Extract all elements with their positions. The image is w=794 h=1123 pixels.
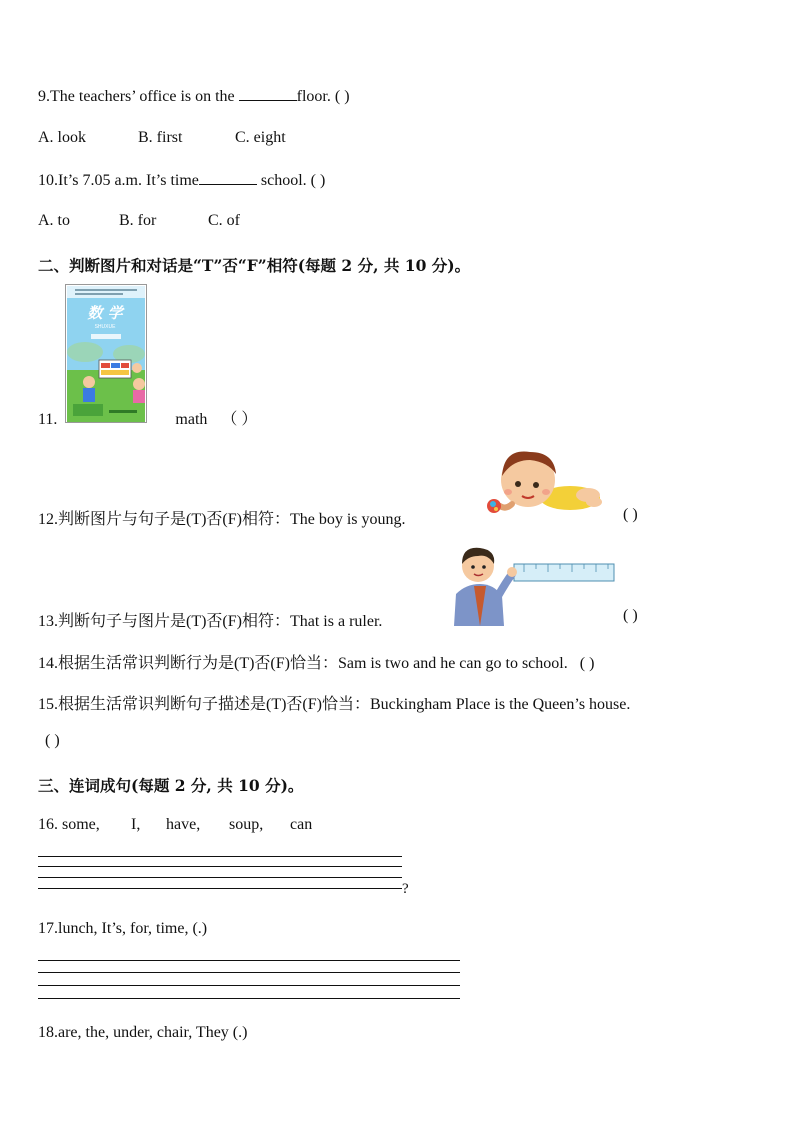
answer-line[interactable] xyxy=(38,960,460,961)
question-9-options xyxy=(38,129,286,147)
answer-blank[interactable] xyxy=(199,170,257,185)
question-11-word: math xyxy=(175,411,208,428)
question-mark: ? xyxy=(402,881,409,897)
option-b[interactable]: B. first xyxy=(138,129,183,146)
answer-paren[interactable]: ( ) xyxy=(623,607,638,624)
question-10-prefix: 10.It’s 7.05 a.m. It’s time xyxy=(38,172,199,189)
word: 16. some, xyxy=(38,816,100,833)
question-14-text: 14.根据生活常识判断行为是(T)否(F)恰当：Sam is two and he can go to school. xyxy=(38,655,568,672)
word: soup, xyxy=(229,816,264,833)
question-11 xyxy=(38,406,257,429)
option-a[interactable]: A. to xyxy=(38,212,70,229)
crawling-baby-image xyxy=(478,440,606,518)
question-18-text: 18.are, the, under, chair, They (.) xyxy=(38,1024,248,1041)
answer-line[interactable] xyxy=(38,856,402,857)
question-12 xyxy=(38,506,406,529)
section-3-title: 三、连词成句(每题 2 分, 共 10 分)。 xyxy=(38,776,304,795)
answer-line[interactable] xyxy=(38,985,460,986)
question-17 xyxy=(38,920,207,938)
question-9-suffix: floor. ( ) xyxy=(296,88,350,105)
option-b[interactable]: B. for xyxy=(119,212,157,229)
question-17-text: 17.lunch, It’s, for, time, (.) xyxy=(38,920,208,937)
answer-line[interactable] xyxy=(38,888,402,889)
question-18 xyxy=(38,1024,247,1042)
section-2-title: 二、判断图片和对话是“T”否“F”相符(每题 2 分, 共 10 分)。 xyxy=(38,256,471,275)
answer-line[interactable] xyxy=(38,877,402,878)
option-c[interactable]: C. of xyxy=(208,212,240,229)
teacher-pointing-ruler-image xyxy=(446,542,618,626)
math-book-cover-image xyxy=(65,284,147,423)
answer-line[interactable] xyxy=(38,998,460,999)
answer-paren[interactable]: ( ) xyxy=(45,732,60,749)
question-14 xyxy=(38,650,594,673)
answer-line[interactable] xyxy=(38,866,402,867)
question-9 xyxy=(38,86,350,106)
book-pinyin: SHUXUE xyxy=(94,324,116,330)
question-10 xyxy=(38,170,325,190)
option-a[interactable]: A. look xyxy=(38,129,86,146)
answer-paren[interactable]: （ ） xyxy=(221,411,258,428)
word: can xyxy=(290,816,313,833)
question-9-prefix: 9.The teachers’ office is on the xyxy=(38,88,239,105)
question-13 xyxy=(38,608,382,631)
answer-blank[interactable] xyxy=(239,86,297,101)
question-15 xyxy=(38,691,630,714)
question-15-text: 15.根据生活常识判断句子描述是(T)否(F)恰当：Buckingham Place is the Queen’s house. xyxy=(38,696,631,713)
question-16 xyxy=(38,816,312,834)
question-10-options xyxy=(38,212,240,230)
word: I, xyxy=(131,816,141,833)
answer-paren[interactable]: ( ) xyxy=(623,506,638,523)
question-10-suffix: school. ( ) xyxy=(256,172,326,189)
question-11-number: 11. xyxy=(38,411,58,428)
option-c[interactable]: C. eight xyxy=(235,129,286,146)
book-title: 数 学 xyxy=(87,304,123,322)
answer-paren[interactable]: ( ) xyxy=(579,655,595,672)
answer-line[interactable] xyxy=(38,972,460,973)
question-12-text: 12.判断图片与句子是(T)否(F)相符：The boy is young. xyxy=(38,511,406,528)
word: have, xyxy=(166,816,201,833)
question-13-text: 13.判断句子与图片是(T)否(F)相符：That is a ruler. xyxy=(38,613,383,630)
